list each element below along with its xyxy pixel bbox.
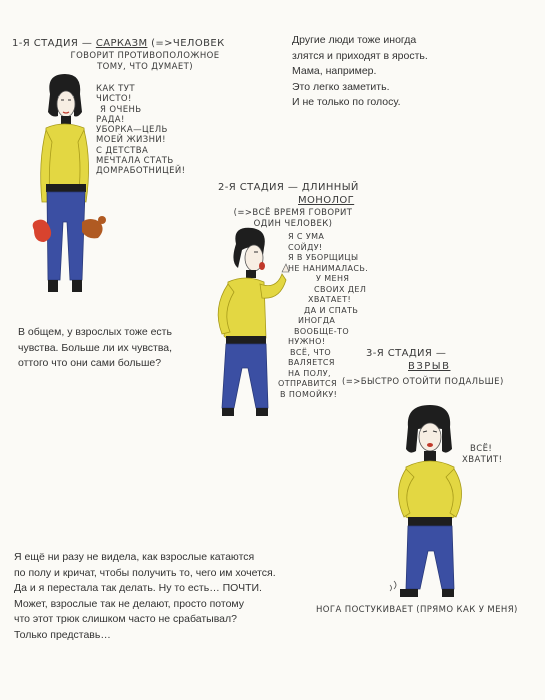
speech-line: ХВАТИТ!	[462, 454, 503, 465]
speech-line: ВСЁ, ЧТО	[290, 347, 332, 357]
speech-line: Я ОЧЕНЬ	[100, 104, 142, 115]
speech-line: Я С УМА	[288, 232, 325, 241]
stage3-title-prefix: 3-Я СТАДИЯ —	[366, 348, 447, 359]
stage2-title-prefix: 2-Я СТАДИЯ —	[218, 182, 299, 193]
speech-line: ЧИСТО!	[96, 94, 132, 105]
speech-line: РАДА!	[96, 114, 125, 125]
stage2-speech	[278, 232, 369, 400]
speech-line: В ПОМОЙКУ!	[280, 389, 338, 399]
stage1-title-prefix: 1-Я СТАДИЯ —	[12, 38, 93, 49]
speech-line: ВООБЩЕ-ТО	[294, 326, 350, 336]
text-line: злятся и приходят в ярость.	[292, 49, 428, 62]
text-line: Другие люди тоже иногда	[292, 34, 417, 46]
stage1-desc-line: ГОВОРИТ ПРОТИВОПОЛОЖНОЕ	[70, 51, 220, 61]
woman-figure-stage2	[198, 228, 288, 418]
speech-line: УБОРКА—ЦЕЛЬ	[96, 125, 168, 136]
text-line: чувства. Больше ли их чувства,	[18, 341, 173, 354]
speech-line: КАК ТУТ	[96, 84, 135, 94]
stage3-title	[366, 348, 446, 361]
stage2-title-word2: МОНОЛОГ	[298, 195, 355, 206]
speech-line: НУЖНО!	[288, 337, 326, 346]
speech-line: СОЙДУ!	[288, 242, 323, 252]
speech-line: СВОИХ ДЕЛ	[314, 284, 367, 294]
speech-line: ИНОГДА	[298, 316, 336, 325]
speech-line: НА ПОЛУ,	[288, 368, 331, 378]
speech-line: НЕ НАНИМАЛАСЬ.	[288, 263, 369, 273]
speech-line: ХВАТАЕТ!	[308, 295, 352, 304]
woman-figure-stage1	[20, 72, 115, 297]
bottom-text	[14, 550, 276, 643]
stage2-desc-line: ОДИН ЧЕЛОВЕК)	[253, 218, 333, 229]
text-line: Я ещё ни разу не видела, как взрослые катаются	[14, 551, 255, 563]
stage1-desc-line: ТОМУ, ЧТО ДУМАЕТ)	[97, 61, 193, 72]
speech-line: С ДЕТСТВА	[96, 145, 149, 156]
speech-line: ДОМРАБОТНИЦЕЙ!	[96, 166, 186, 177]
text-line: Да и я перестала так делать. Ну то есть… ПОЧТИ.	[14, 582, 262, 594]
text-line: Может, взрослые так не делают, просто потому	[14, 597, 244, 610]
speech-line: У МЕНЯ	[316, 274, 350, 283]
speech-line: МЕЧТАЛА СТАТЬ	[96, 156, 174, 167]
speech-line: ВАЛЯЕТСЯ	[288, 358, 335, 367]
stage1-title-word: САРКАЗМ	[95, 38, 148, 49]
text-line: И не только по голосу.	[292, 96, 401, 108]
stage3-caption: НОГА ПОСТУКИВАЕТ (ПРЯМО КАК У МЕНЯ)	[316, 605, 518, 615]
text-line: Мама, например.	[292, 65, 377, 77]
text-line: по полу и кричат, чтобы получить то, чего им хочется.	[14, 566, 276, 579]
text-line: оттого что они сами больше?	[18, 357, 162, 369]
speech-line: ВСЁ!	[470, 444, 493, 454]
stage1-description	[60, 51, 230, 72]
speech-line: МОЕЙ ЖИЗНИ!	[96, 135, 166, 146]
text-line: В общем, у взрослых тоже есть	[18, 326, 172, 338]
stage2-description	[233, 208, 353, 229]
stage3-description: (=>БЫСТРО ОТОЙТИ ПОДАЛЬШЕ)	[342, 377, 504, 387]
text-line: Только представь…	[14, 628, 111, 641]
woman-figure-stage3	[386, 405, 476, 605]
text-line: Это легко заметить.	[292, 80, 390, 93]
stage3-title-word: ВЗРЫВ	[408, 361, 451, 372]
stage2-title-word1: ДЛИННЫЙ	[301, 182, 359, 193]
stage1-title-suffix: (=>ЧЕЛОВЕК	[151, 38, 225, 49]
text-line: что этот трюк слишком часто не срабатывал?	[14, 613, 237, 625]
stage2-title	[218, 182, 359, 195]
middle-text	[18, 325, 172, 372]
stage1-title	[12, 38, 225, 51]
speech-line: Я В УБОРЩИЦЫ	[288, 253, 359, 262]
intro-text	[292, 33, 428, 111]
stage2-desc-line: (=>ВСЁ ВРЕМЯ ГОВОРИТ	[233, 208, 353, 218]
speech-line: ОТПРАВИТСЯ	[278, 379, 337, 388]
speech-line: ДА И СПАТЬ	[304, 305, 359, 315]
